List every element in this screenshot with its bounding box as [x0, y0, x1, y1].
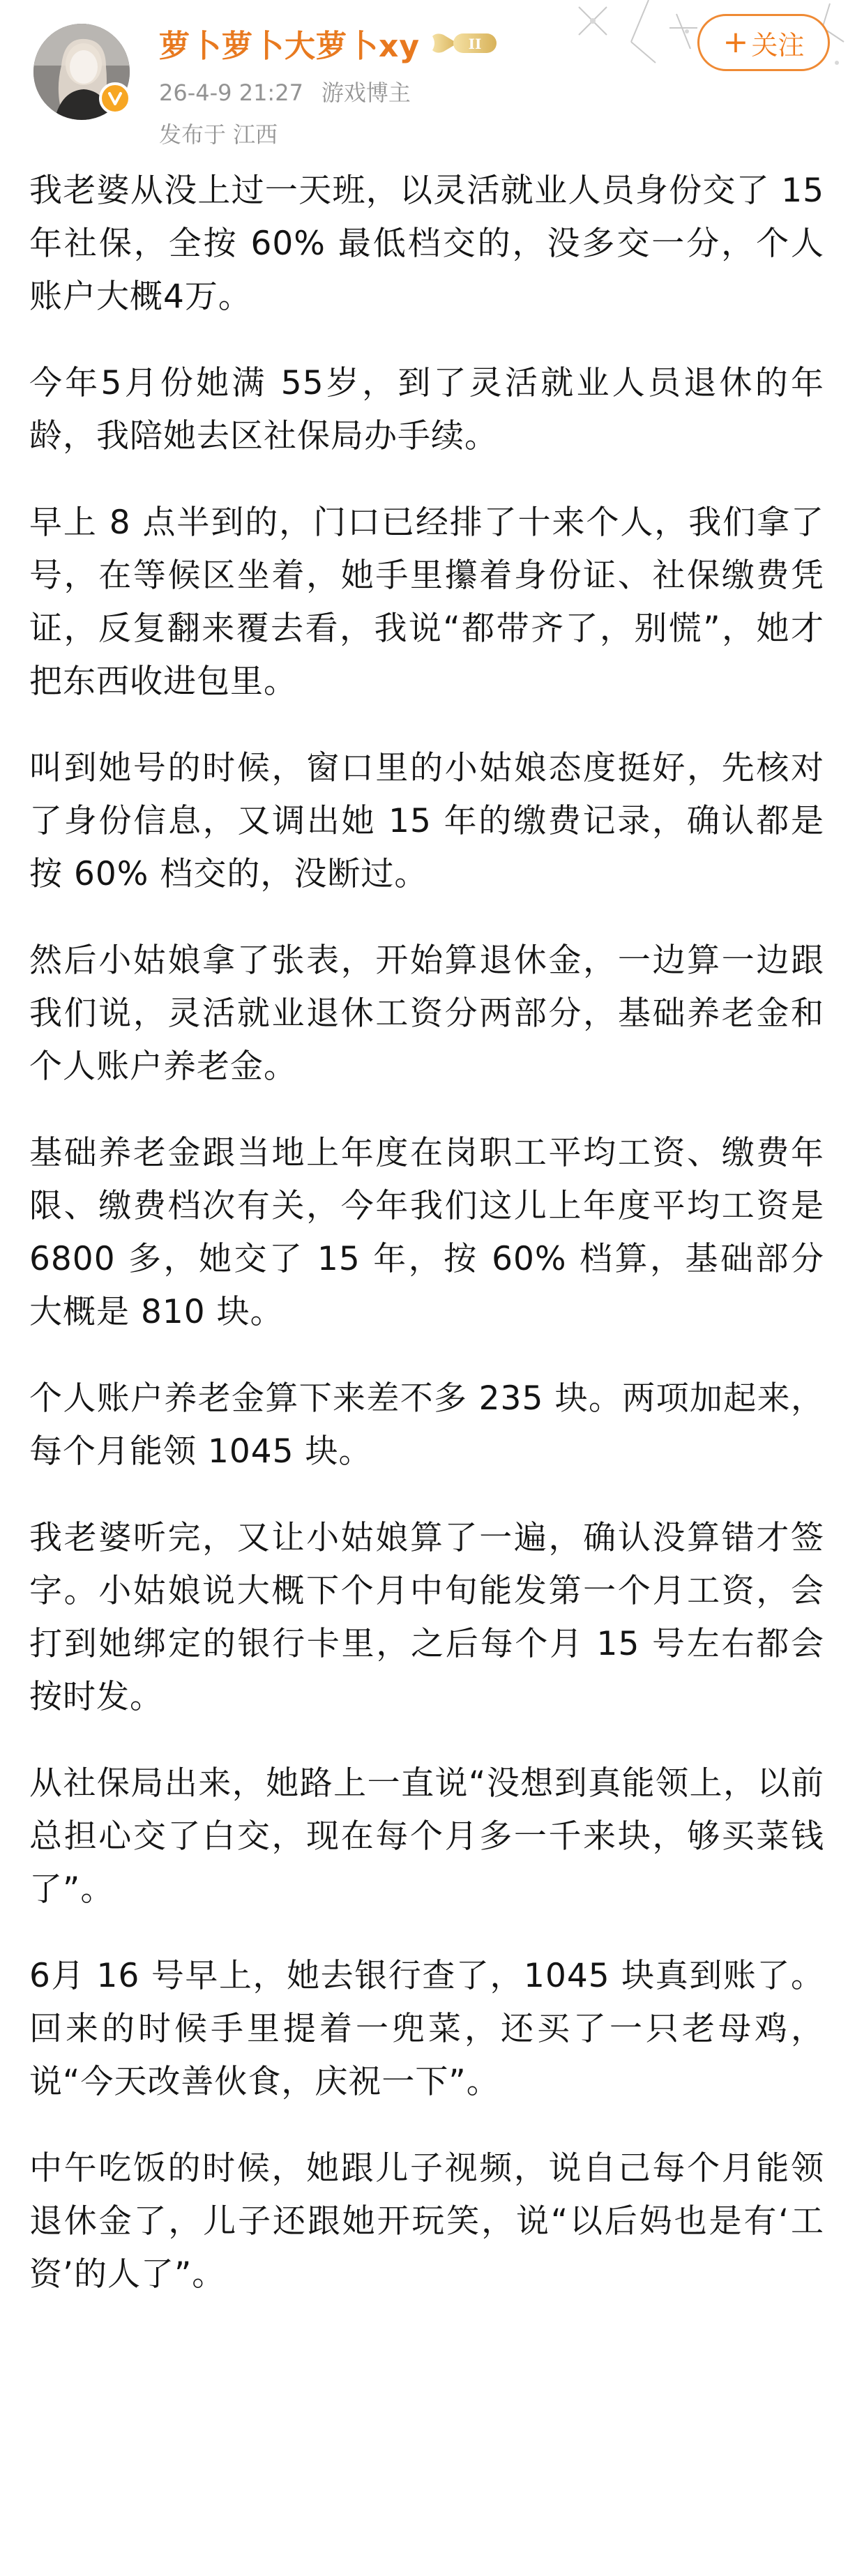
post-paragraph: 我老婆听完，又让小姑娘算了一遍，确认没算错才签字。小姑娘说大概下个月中旬能发第一个月工资，会打到她绑定的银行卡里，之后每个月 15 号左右都会按时发。 [29, 1519, 824, 1716]
post-body [29, 165, 824, 2301]
username-row [159, 21, 499, 66]
post-paragraph: 中午吃饭的时候，她跟儿子视频，说自己每个月能领退休金了，儿子还跟她开玩笑，说“以后妈也是有‘工资’的人了”。 [29, 2149, 824, 2294]
follow-button[interactable] [697, 14, 830, 71]
post-paragraph: 我老婆从没上过一天班，以灵活就业人员身份交了 15年社保，全按 60% 最低档交的，没多交一分，个人账户大概4万。 [29, 172, 824, 316]
plus-icon: + [722, 24, 749, 60]
username[interactable]: 萝卜萝卜大萝卜xy [159, 29, 421, 64]
author-role: 游戏博主 [321, 79, 411, 106]
post-location: 发布于 江西 [159, 121, 278, 148]
post-meta [159, 75, 411, 107]
post-paragraph: 从社保局出来，她路上一直说“没想到真能领上，以前总担心交了白交，现在每个月多一千来块，够买菜钱了”。 [29, 1764, 824, 1909]
post-date: 26-4-9 21:27 [159, 79, 303, 106]
post-paragraph: 基础养老金跟当地上年度在岗职工平均工资、缴费年限、缴费档次有关，今年我们这儿上年度平均工资是 6800 多，她交了 15 年，按 60% 档算，基础部分大概是 810 块。 [29, 1134, 824, 1331]
follow-label: 关注 [751, 29, 805, 61]
post-paragraph: 6月 16 号早上，她去银行查了，1045 块真到账了。回来的时候手里提着一兜菜，还买了一只老母鸡，说“今天改善伙食，庆祝一下”。 [29, 1957, 824, 2101]
level-badge-text: II [468, 36, 482, 52]
post-paragraph: 个人账户养老金算下来差不多 235 块。两项加起来，每个月能领 1045 块。 [29, 1379, 824, 1471]
post-header [0, 0, 848, 160]
level-badge-icon [430, 31, 499, 56]
post-paragraph: 今年5月份她满 55岁，到了灵活就业人员退休的年龄，我陪她去区社保局办手续。 [29, 364, 824, 455]
post-paragraph: 叫到她号的时候，窗口里的小姑娘态度挺好，先核对了身份信息，又调出她 15 年的缴费记录，确认都是按 60% 档交的，没断过。 [29, 749, 824, 893]
verified-v-badge-icon [99, 82, 131, 114]
post-paragraph: 然后小姑娘拿了张表，开始算退休金，一边算一边跟我们说，灵活就业退休工资分两部分，基础养老金和个人账户养老金。 [29, 941, 824, 1086]
post-paragraph: 早上 8 点半到的，门口已经排了十来个人，我们拿了号，在等候区坐着，她手里攥着身份证、社保缴费凭证，反复翻来覆去看，我说“都带齐了，别慌”，她才把东西收进包里。 [29, 503, 824, 701]
